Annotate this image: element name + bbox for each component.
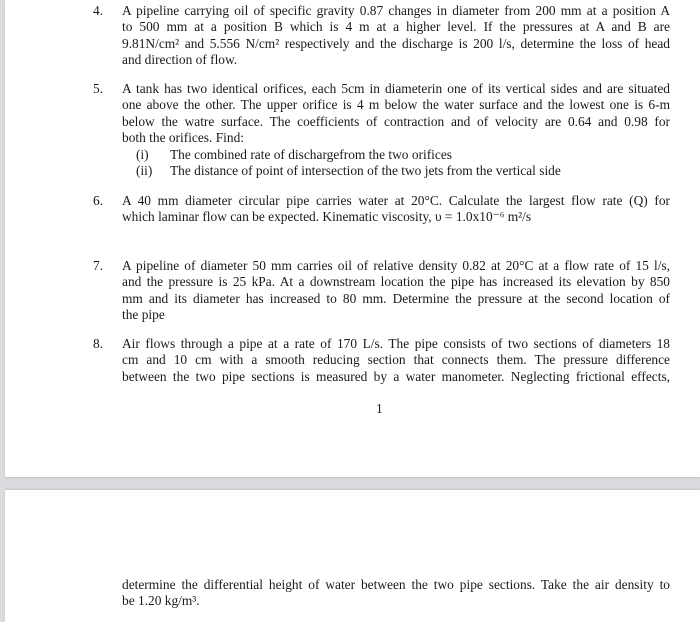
question-7 — [93, 258, 670, 324]
question-line: both the orifices. Find: — [122, 130, 244, 146]
subitem-numeral: (ii) — [136, 163, 153, 179]
question-line: and direction of flow. — [122, 52, 238, 68]
question-number: 4. — [93, 3, 104, 18]
subitem-numeral: (i) — [136, 146, 149, 162]
question-line: the pipe — [122, 307, 165, 323]
question-line: cm and 10 cm with a smooth reducing section that connects them. The pressure difference — [122, 352, 670, 368]
question-line: Air flows through a pipe at a rate of 170 L/s. The pipe consists of two sections of diameters 18 — [122, 336, 670, 351]
question-number: 5. — [93, 81, 104, 96]
question-line: and the pressure is 25 kPa. At a downstream location the pipe has increased its elevation by 850 — [122, 274, 670, 290]
document-page-2 — [5, 490, 700, 622]
subitem-text: The combined rate of dischargefrom the two orifices — [170, 146, 452, 162]
question-6 — [93, 193, 670, 226]
question-line: to 500 mm at a position B which is 4 m at a higher level. If the pressures at A and B are — [122, 19, 670, 35]
question-line: which laminar flow can be expected. Kinematic viscosity, υ = 1.0x10⁻⁶ m²/s — [122, 209, 532, 225]
question-line: one above the other. The upper orifice is 4 m below the water surface and the lowest one is 6-m — [122, 97, 670, 113]
page-number: 1 — [376, 401, 383, 416]
question-line: 9.81N/cm² and 5.556 N/cm² respectively and the discharge is 200 l/s, determine the loss of head — [122, 35, 670, 51]
question-line: A tank has two identical orifices, each 5cm in diameterin one of its vertical sides and are situated — [122, 81, 670, 96]
question-8-continuation — [93, 577, 670, 610]
question-line: mm and its diameter has increased to 80 mm. Determine the pressure at the second location of — [122, 290, 670, 306]
question-8 — [93, 336, 670, 385]
subitem-text: The distance of point of intersection of the two jets from the vertical side — [170, 163, 561, 179]
question-line: A pipeline of diameter 50 mm carries oil of relative density 0.82 at 20°C at a flow rate of 15 l/s, — [122, 258, 670, 273]
question-line: determine the differential height of water between the two pipe sections. Take the air density to — [122, 577, 670, 592]
document-page-1 — [5, 0, 700, 477]
subitem-ii — [136, 163, 670, 179]
question-line: below the watre surface. The coefficients of contraction and of velocity are 0.64 and 0.98 for — [122, 113, 670, 129]
question-number: 8. — [93, 336, 104, 351]
question-number: 6. — [93, 193, 104, 208]
question-number: 7. — [93, 258, 104, 273]
question-line: between the two pipe sections is measured by a water manometer. Neglecting frictional effects, — [122, 368, 670, 384]
question-4 — [93, 3, 670, 69]
question-line: A pipeline carrying oil of specific gravity 0.87 changes in diameter from 200 mm at a position A — [122, 3, 670, 18]
question-5 — [93, 81, 670, 179]
question-line: be 1.20 kg/m³. — [122, 593, 200, 609]
question-line: A 40 mm diameter circular pipe carries water at 20°C. Calculate the largest flow rate (Q) for — [122, 193, 670, 208]
subitem-i — [136, 147, 670, 163]
